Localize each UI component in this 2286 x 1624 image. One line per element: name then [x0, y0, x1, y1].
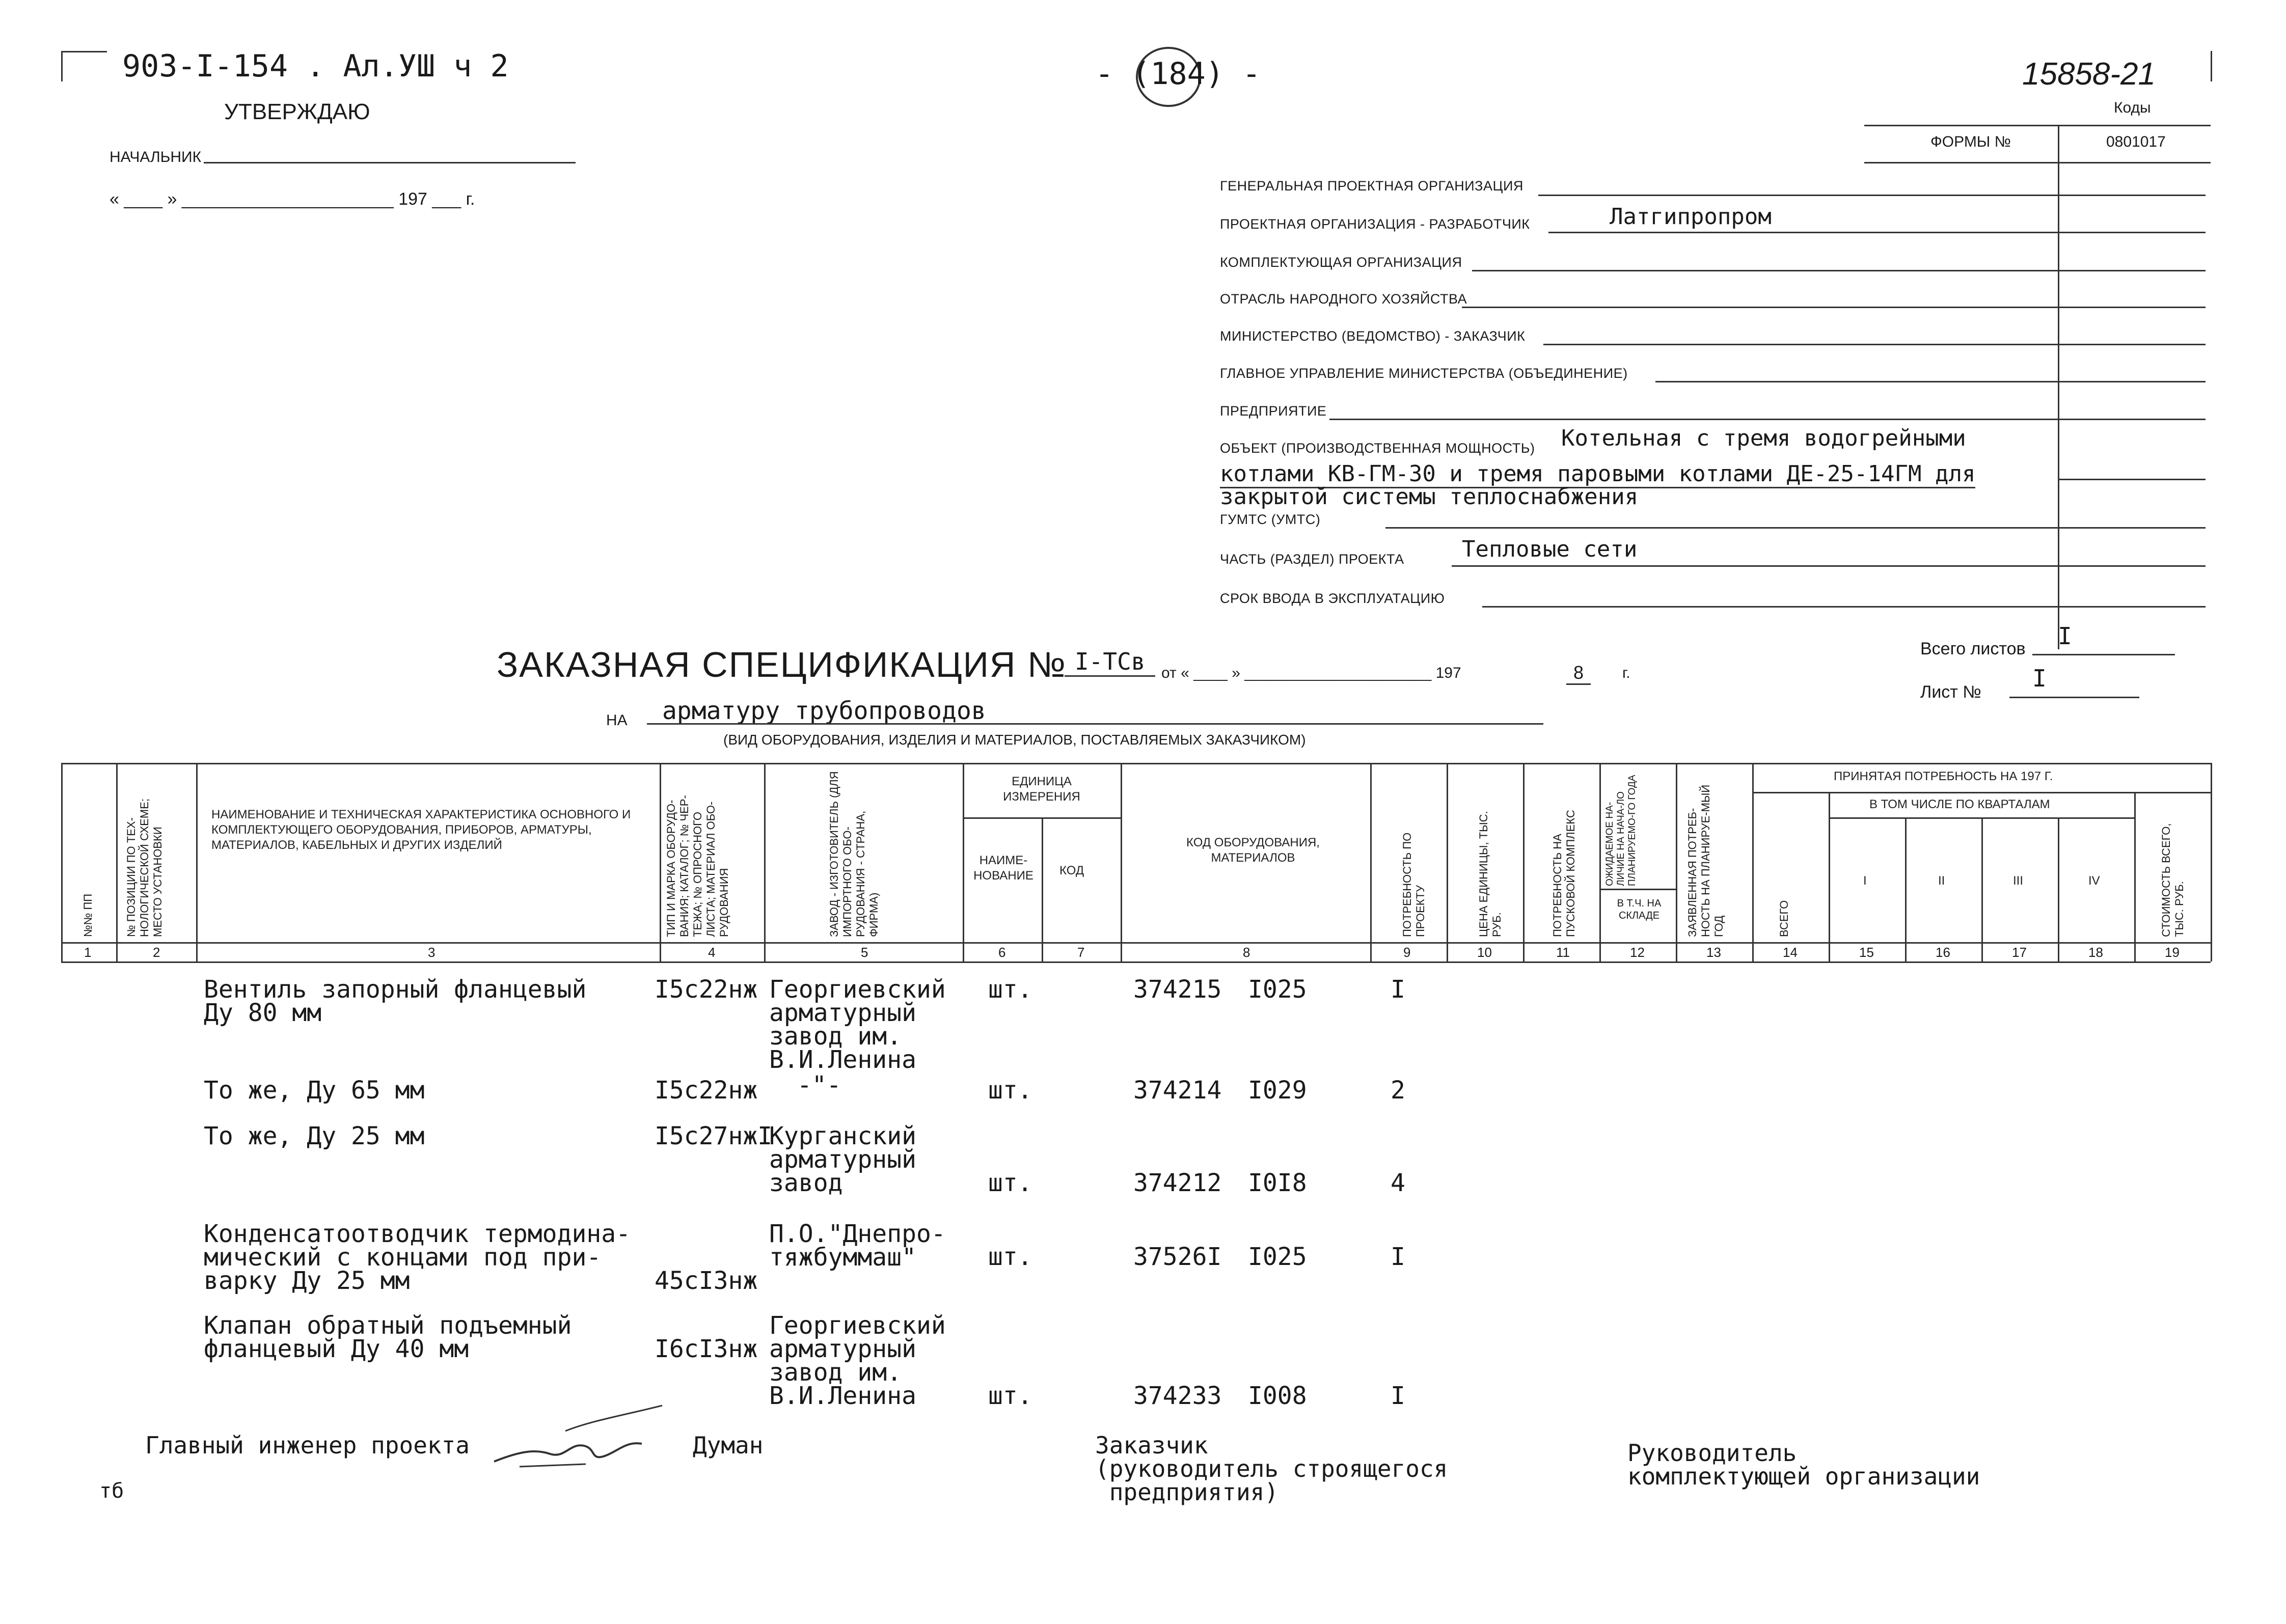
chief-engineer-signature: [489, 1400, 672, 1477]
col-number: 12: [1630, 945, 1645, 960]
row-code-1: 374212: [1133, 1169, 1222, 1197]
chief-label: НАЧАЛЬНИК: [110, 149, 202, 166]
org-enterprise-label: ПРЕДПРИЯТИЕ: [1220, 403, 1327, 419]
spec-title: ЗАКАЗНАЯ СПЕЦИФИКАЦИЯ №: [497, 645, 1067, 684]
unit-code-header: КОД: [1059, 864, 1084, 877]
sheets-total-line: [2032, 654, 2175, 655]
col-divider: [116, 763, 118, 961]
codes-label: Коды: [2114, 99, 2151, 116]
org-object-value-2: котлами КВ-ГМ-30 и тремя паровыми котлами ДЕ-25-14ГМ для: [1220, 461, 1975, 488]
org-branch-label: ОТРАСЛЬ НАРОДНОГО ХОЗЯЙСТВА: [1220, 291, 1467, 307]
row-qty: I: [1391, 1243, 1405, 1271]
customer-signature-label: Заказчик (руководитель строящегося предприятия): [1095, 1432, 1448, 1506]
col-divider: [1042, 817, 1043, 961]
col-number: 3: [428, 945, 436, 960]
col-divider: [2134, 792, 2136, 961]
col-divider: [2211, 763, 2212, 961]
row-name: Конденсатоотводчик термодина- мический с концами под при- варку Ду 25 мм: [204, 1220, 631, 1295]
quarter-3-header: III: [2013, 874, 2024, 888]
row-code-1: 37526I: [1133, 1243, 1222, 1271]
col-divider: [2058, 817, 2059, 961]
row-code-2: I025: [1248, 1243, 1307, 1271]
row-code-1: 374215: [1133, 975, 1222, 1004]
row-code-2: I008: [1248, 1382, 1307, 1410]
org-developer-label: ПРОЕКТНАЯ ОРГАНИЗАЦИЯ - РАЗРАБОТЧИК: [1220, 216, 1530, 232]
col-number: 4: [708, 945, 716, 960]
supplier-signature-label: Руководитель комплектующей организации: [1627, 1439, 1980, 1490]
col-divider: [196, 763, 198, 961]
row-qty: 2: [1391, 1076, 1405, 1105]
unit-header: ЕДИНИЦА ИЗМЕРЕНИЯ: [1003, 775, 1080, 804]
row-unit: шт.: [988, 1076, 1032, 1105]
col-divider: [1447, 763, 1448, 961]
col-divider: [1121, 763, 1122, 961]
col-1-header: №№ ПП: [81, 894, 94, 937]
org-object-value-3: закрытой системы теплоснабжения: [1220, 484, 1639, 510]
org-deadline-line: [1482, 606, 2206, 608]
col-divider: [1905, 817, 1907, 961]
col-divider: [660, 763, 661, 961]
spec-year: 8: [1566, 662, 1591, 685]
row-unit: шт.: [988, 1169, 1032, 1197]
sheet-no-label: Лист №: [1920, 682, 1981, 702]
row-maker: Георгиевский арматурный завод им. В.И.Ленина: [769, 1311, 946, 1410]
col-number: 11: [1556, 945, 1570, 960]
page-number: - (184) -: [1095, 56, 1261, 92]
document-id: 15858-21: [2022, 57, 2156, 92]
row-unit: шт.: [988, 975, 1032, 1004]
approve-label: УТВЕРЖДАЮ: [224, 99, 370, 124]
codes-top-line: [1864, 125, 2211, 126]
on-label: НА: [606, 712, 628, 729]
org-ministry-label: МИНИСТЕРСТВО (ВЕДОМСТВО) - ЗАКАЗЧИК: [1220, 328, 1526, 344]
org-main-dept-label: ГЛАВНОЕ УПРАВЛЕНИЕ МИНИСТЕРСТВА (ОБЪЕДИНЕНИЕ): [1220, 366, 1628, 381]
quarters-header: В ТОМ ЧИСЛЕ ПО КВАРТАЛАМ: [1869, 797, 2050, 811]
col-11-header: ПОТРЕБНОСТЬ НА ПУСКОВОЙ КОМПЛЕКС: [1551, 810, 1577, 937]
col-10-header: ЦЕНА ЕДИНИЦЫ, ТЫС. РУБ.: [1477, 811, 1503, 937]
sheet-no-line: [2009, 697, 2139, 698]
col-4-header: ТИП И МАРКА ОБОРУДО-ВАНИЯ; КАТАЛОГ; № ЧЕР-ТЕЖА; № ОПРОСНОГО ЛИСТА; МАТЕРИАЛ ОБО-РУДОВАНИЯ: [665, 795, 730, 937]
row-maker: Курганский арматурный завод: [769, 1122, 916, 1197]
table-top-line: [61, 763, 2211, 764]
org-ministry-line: [1543, 344, 2206, 345]
spec-subject: арматуру трубопроводов: [662, 697, 986, 725]
org-developer-value: Латгипропром: [1610, 204, 1772, 230]
row-qty: I: [1391, 1382, 1405, 1410]
col-9-header: ПОТРЕБНОСТЬ ПО ПРОЕКТУ: [1401, 832, 1427, 937]
sheets-total-value: I: [2058, 622, 2072, 650]
row-type: I5с22нж: [655, 1076, 758, 1105]
col-number: 14: [1783, 945, 1798, 960]
row-type: I5с22нж: [655, 975, 758, 1004]
row-name: Вентиль запорный фланцевый Ду 80 мм: [204, 975, 587, 1027]
org-complect-line: [1472, 270, 2206, 271]
col-2-header: № ПОЗИЦИИ ПО ТЕХ-НОЛОГИЧЕСКОЙ СХЕМЕ; МЕСТО УСТАНОВКИ: [125, 799, 164, 937]
row-maker: Георгиевский арматурный завод им. В.И.Ленина: [769, 975, 946, 1074]
spec-year-g: г.: [1622, 665, 1630, 681]
row-maker: П.О."Днепро- тяжбуммаш": [769, 1220, 946, 1272]
col-number: 1: [84, 945, 92, 960]
unit-subline: [963, 817, 1121, 819]
codes-column-divider: [2058, 125, 2059, 649]
quarter-2-header: II: [1938, 874, 1945, 888]
col-number: 16: [1936, 945, 1950, 960]
chief-engineer-label: Главный инженер проекта: [145, 1432, 470, 1459]
row-name: То же, Ду 25 мм: [204, 1122, 425, 1150]
col-divider: [1676, 763, 1677, 961]
chief-signature-line: [204, 162, 576, 163]
org-general-line: [1538, 195, 2206, 196]
forms-bottom-line: [1864, 162, 2211, 163]
col-12b-header: В Т.Ч. НА СКЛАДЕ: [1617, 898, 1662, 921]
chief-engineer-name: Думан: [693, 1432, 764, 1459]
sheet-no-value: I: [2032, 665, 2047, 692]
col-number: 13: [1706, 945, 1721, 960]
stock-subline: [1599, 889, 1676, 890]
col-divider: [1370, 763, 1372, 961]
col-19-header: СТОИМОСТЬ ВСЕГО, ТЫС. РУБ.: [2160, 823, 2186, 937]
org-part-line: [1452, 565, 2206, 567]
org-object-label: ОБЪЕКТ (ПРОИЗВОДСТВЕННАЯ МОЩНОСТЬ): [1220, 441, 1535, 456]
row-type: I5с27нжI: [655, 1122, 773, 1150]
org-gumts-line: [1385, 527, 2206, 529]
accepted-header: ПРИНЯТАЯ ПОТРЕБНОСТЬ НА 197 Г.: [1834, 769, 2053, 783]
row-code-2: I025: [1248, 975, 1307, 1004]
col-divider: [963, 763, 964, 961]
spec-number: I-ТСв: [1065, 648, 1155, 677]
approval-date-line: « ____ » ______________________ 197 ___ г.: [110, 189, 475, 209]
row-name: Клапан обратный подъемный фланцевый Ду 40 мм: [204, 1311, 572, 1363]
col-3-header: НАИМЕНОВАНИЕ И ТЕХНИЧЕСКАЯ ХАРАКТЕРИСТИКА ОСНОВНОГО И КОМПЛЕКТУЮЩЕГО ОБОРУДОВАНИЯ, ПРИБОРОВ, АРМАТУРЫ, МАТЕРИАЛОВ, КАБЕЛЬНЫХ И ДРУГИХ ИЗДЕЛИЙ: [211, 808, 631, 852]
col-divider: [1523, 763, 1525, 961]
row-qty: 4: [1391, 1169, 1405, 1197]
spec-date-line: от « ____ » ______________________ 197: [1161, 665, 1461, 681]
corner-mark-top: [61, 51, 107, 52]
col-number: 2: [153, 945, 160, 960]
sheets-total-label: Всего листов: [1920, 639, 2026, 658]
table-number-row-line: [61, 961, 2211, 963]
col-number: 18: [2088, 945, 2103, 960]
row-unit: шт.: [988, 1382, 1032, 1410]
row-code-2: I0I8: [1248, 1169, 1307, 1197]
col-divider: [1599, 763, 1601, 961]
footer-mark: тб: [99, 1479, 124, 1503]
col-5-header: ЗАВОД - ИЗГОТОВИТЕЛЬ (ДЛЯ ИМПОРТНОГО ОБО-РУДОВАНИЯ - СТРАНА, ФИРМА): [828, 771, 880, 937]
org-object-line: [2058, 479, 2206, 480]
org-gumts-label: ГУМТС (УМТС): [1220, 512, 1321, 527]
col-divider: [1981, 817, 1983, 961]
col-number: 5: [861, 945, 868, 960]
forms-value: 0801017: [2106, 133, 2166, 150]
row-code-1: 374233: [1133, 1382, 1222, 1410]
unit-name-header: НАИМЕ-НОВАНИЕ: [973, 854, 1033, 883]
spec-subject-line: [647, 723, 1543, 725]
row-qty: I: [1391, 975, 1405, 1004]
row-code-1: 374214: [1133, 1076, 1222, 1105]
col-number: 19: [2165, 945, 2180, 960]
row-code-2: I029: [1248, 1076, 1307, 1105]
corner-mark: [61, 51, 63, 81]
quarter-4-header: IV: [2088, 874, 2100, 888]
col-number: 9: [1403, 945, 1411, 960]
col-12-header: ОЖИДАЕМОЕ НА-ЛИЧИЕ НА НАЧА-ЛО ПЛАНИРУЕМО-ГО ГОДА: [1604, 775, 1638, 886]
table-header-bottom-line: [61, 942, 2211, 944]
org-developer-line: [1548, 232, 2206, 233]
org-complect-label: КОМПЛЕКТУЮЩАЯ ОРГАНИЗАЦИЯ: [1220, 255, 1462, 270]
corner-mark-right: [2211, 51, 2212, 81]
col-number: 10: [1477, 945, 1492, 960]
col-14-header: ВСЕГО: [1778, 900, 1790, 937]
row-type: I6сI3нж: [655, 1335, 758, 1363]
org-branch-line: [1462, 307, 2206, 308]
col-13-header: ЗАЯВЛЕННАЯ ПОТРЕБ-НОСТЬ НА ПЛАНИРУЕ-МЫЙ ГОД: [1686, 784, 1725, 937]
col-divider: [61, 763, 63, 961]
spec-subject-note: (ВИД ОБОРУДОВАНИЯ, ИЗДЕЛИЯ И МАТЕРИАЛОВ, ПОСТАВЛЯЕМЫХ ЗАКАЗЧИКОМ): [723, 732, 1306, 748]
col-number: 17: [2012, 945, 2027, 960]
org-object-value-1: Котельная с тремя водогрейными: [1561, 425, 1966, 451]
org-deadline-label: СРОК ВВОДА В ЭКСПЛУАТАЦИЮ: [1220, 591, 1445, 606]
row-maker: -"-: [797, 1071, 841, 1099]
row-unit: шт.: [988, 1243, 1032, 1271]
col-divider: [764, 763, 766, 961]
col-number: 6: [998, 945, 1006, 960]
document-code: 903-I-154 . Ал.УШ ч 2: [122, 48, 509, 84]
row-type: 45сI3нж: [655, 1267, 758, 1295]
org-part-label: ЧАСТЬ (РАЗДЕЛ) ПРОЕКТА: [1220, 552, 1404, 567]
org-enterprise-line: [1329, 419, 2206, 420]
row-name: То же, Ду 65 мм: [204, 1076, 425, 1105]
col-8-header: КОД ОБОРУДОВАНИЯ, МАТЕРИАЛОВ: [1186, 836, 1320, 865]
col-number: 8: [1243, 945, 1250, 960]
org-part-value: Тепловые сети: [1462, 536, 1638, 562]
quarters-subline: [1829, 817, 2134, 819]
org-main-dept-line: [1655, 381, 2206, 382]
forms-label: ФОРМЫ №: [1930, 133, 2011, 150]
accepted-subline: [1752, 792, 2211, 793]
quarter-1-header: I: [1863, 874, 1867, 888]
col-number: 7: [1077, 945, 1085, 960]
org-general-label: ГЕНЕРАЛЬНАЯ ПРОЕКТНАЯ ОРГАНИЗАЦИЯ: [1220, 178, 1523, 194]
col-number: 15: [1859, 945, 1874, 960]
